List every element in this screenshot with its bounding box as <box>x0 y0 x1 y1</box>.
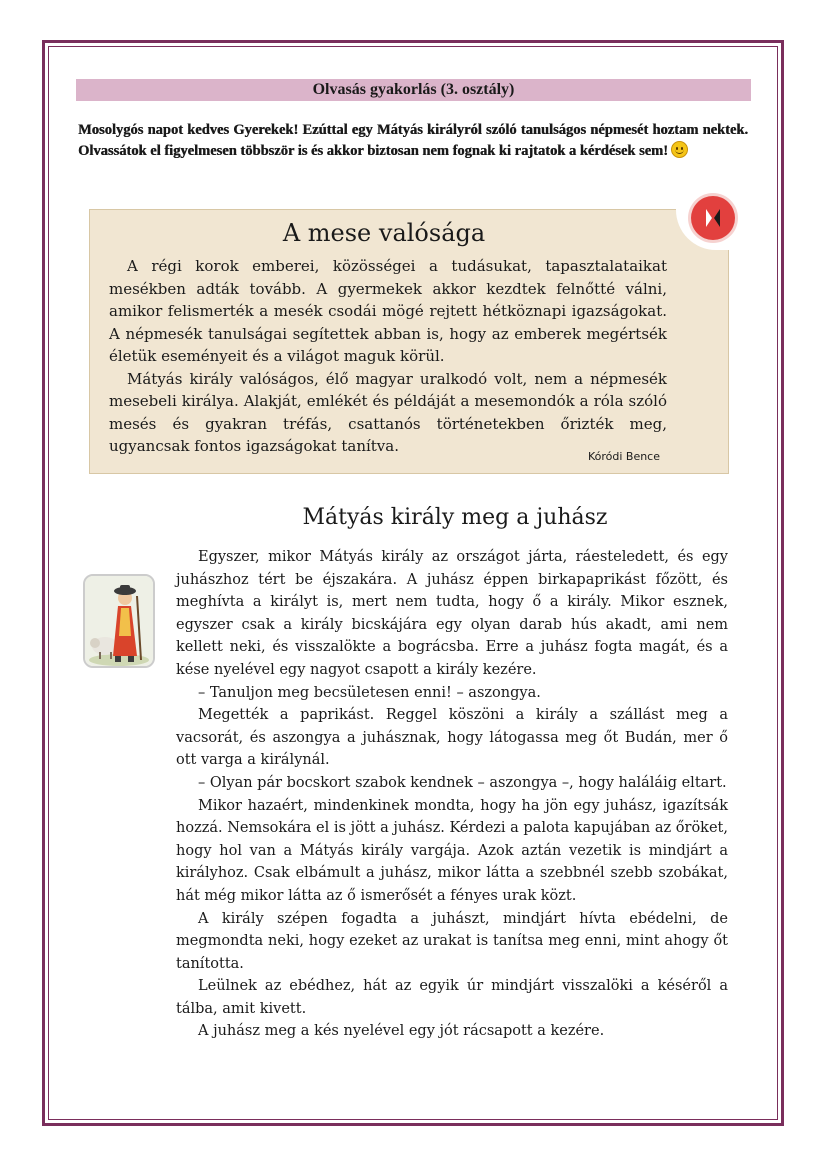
info-box-body <box>109 255 667 458</box>
shepherd-illustration <box>83 574 155 668</box>
page-title: Olvasás gyakorlás (3. osztály) <box>76 79 751 101</box>
story-body <box>176 546 728 1043</box>
info-paragraph: A régi korok emberei, közösségei a tudásukat, tapasztalataikat mesékben adták tovább. A gyermekek akkor kezdtek felnőtté válni, amikor felismerték a mesék csodái mögé rejtett hétköznapi igazságokat. A népmesék tanulságai segítettek abban is, hogy az emberek megértsék életük eseményeit és a világot maguk körül. <box>109 257 667 365</box>
story-paragraph: Mikor hazaért, mindenkinek mondta, hogy ha jön egy juhász, igazítsák hozzá. Nemsokára el is jött a juhász. Kérdezi a palota kapujában az őröket, hogy hol van a Mátyás király vargája. Azok aztán vezetik is mindjárt a királyhoz. Csak elbámult a juhász, mikor látta a szebbnél szebb szobákat, hát még mikor látta az ő ismerősét a fényes urak közt. <box>176 797 728 904</box>
story-paragraph: A juhász meg a kés nyelével egy jót rácsapott a kezére. <box>198 1023 605 1040</box>
story-title: Mátyás király meg a juhász <box>302 505 608 530</box>
intro-text <box>78 120 748 162</box>
story-paragraph: A király szépen fogadta a juhászt, mindjárt hívta ebédelni, de megmondta neki, hogy ezeket az urakat is tanítsa meg enni, mint ahogy őt tanította. <box>176 910 728 972</box>
story-paragraph: Megették a paprikást. Reggel köszöni a király a szállást meg a vacsorát, és aszongya a juhásznak, hogy látogassa meg őt Budán, mer ő ott varga a királynál. <box>176 707 728 769</box>
info-paragraph: Mátyás király valóságos, élő magyar uralkodó volt, nem a népmesék mesebeli királya. Alakját, emlékét és példáját a mesemondók a róla szóló mesés és gyakran tréfás, csattanós történetekben őrizték meg, ugyancsak fontos igazságokat tanítva. <box>109 369 667 455</box>
intro-message: Mosolygós napot kedves Gyerekek! Ezúttal egy Mátyás királyról szóló tanulságos népmesét hoztam nektek. Olvassátok el figyelmesen többször is és akkor biztosan nem fognak ki rajtatok a kérdések sem! <box>78 122 748 159</box>
chevron-arrow-icon[interactable] <box>691 196 735 240</box>
info-box-author: Kóródi Bence <box>587 450 660 463</box>
story-paragraph: Egyszer, mikor Mátyás király az országot járta, ráesteledett, és egy juhászhoz tért be éjszakára. A juhász éppen birkapaprikást főzött, és meghívta a királyt is, mert nem tudta, hogy ő a király. Mikor esznek, egyszer csak a király bicskájára egy olyan darab hús akadt, ami nem kellett neki, és visszalökte a bográcsba. Erre a juhász fogta magát, és a kése nyelével egy nagyot csapott a király kezére. <box>176 549 728 678</box>
story-paragraph: – Olyan pár bocskort szabok kendnek – aszongya –, hogy haláláig eltart. <box>198 774 727 791</box>
shepherd-drawing <box>85 576 153 666</box>
smiley-icon <box>671 141 688 158</box>
chevron-arrow-glyph <box>691 196 735 240</box>
info-box-title: A mese valósága <box>282 219 486 247</box>
story-paragraph: – Tanuljon meg becsületesen enni! – aszongya. <box>198 684 541 701</box>
story-paragraph: Leülnek az ebédhez, hát az egyik úr mindjárt visszalöki a késéről a tálba, amit kivett. <box>176 978 728 1017</box>
